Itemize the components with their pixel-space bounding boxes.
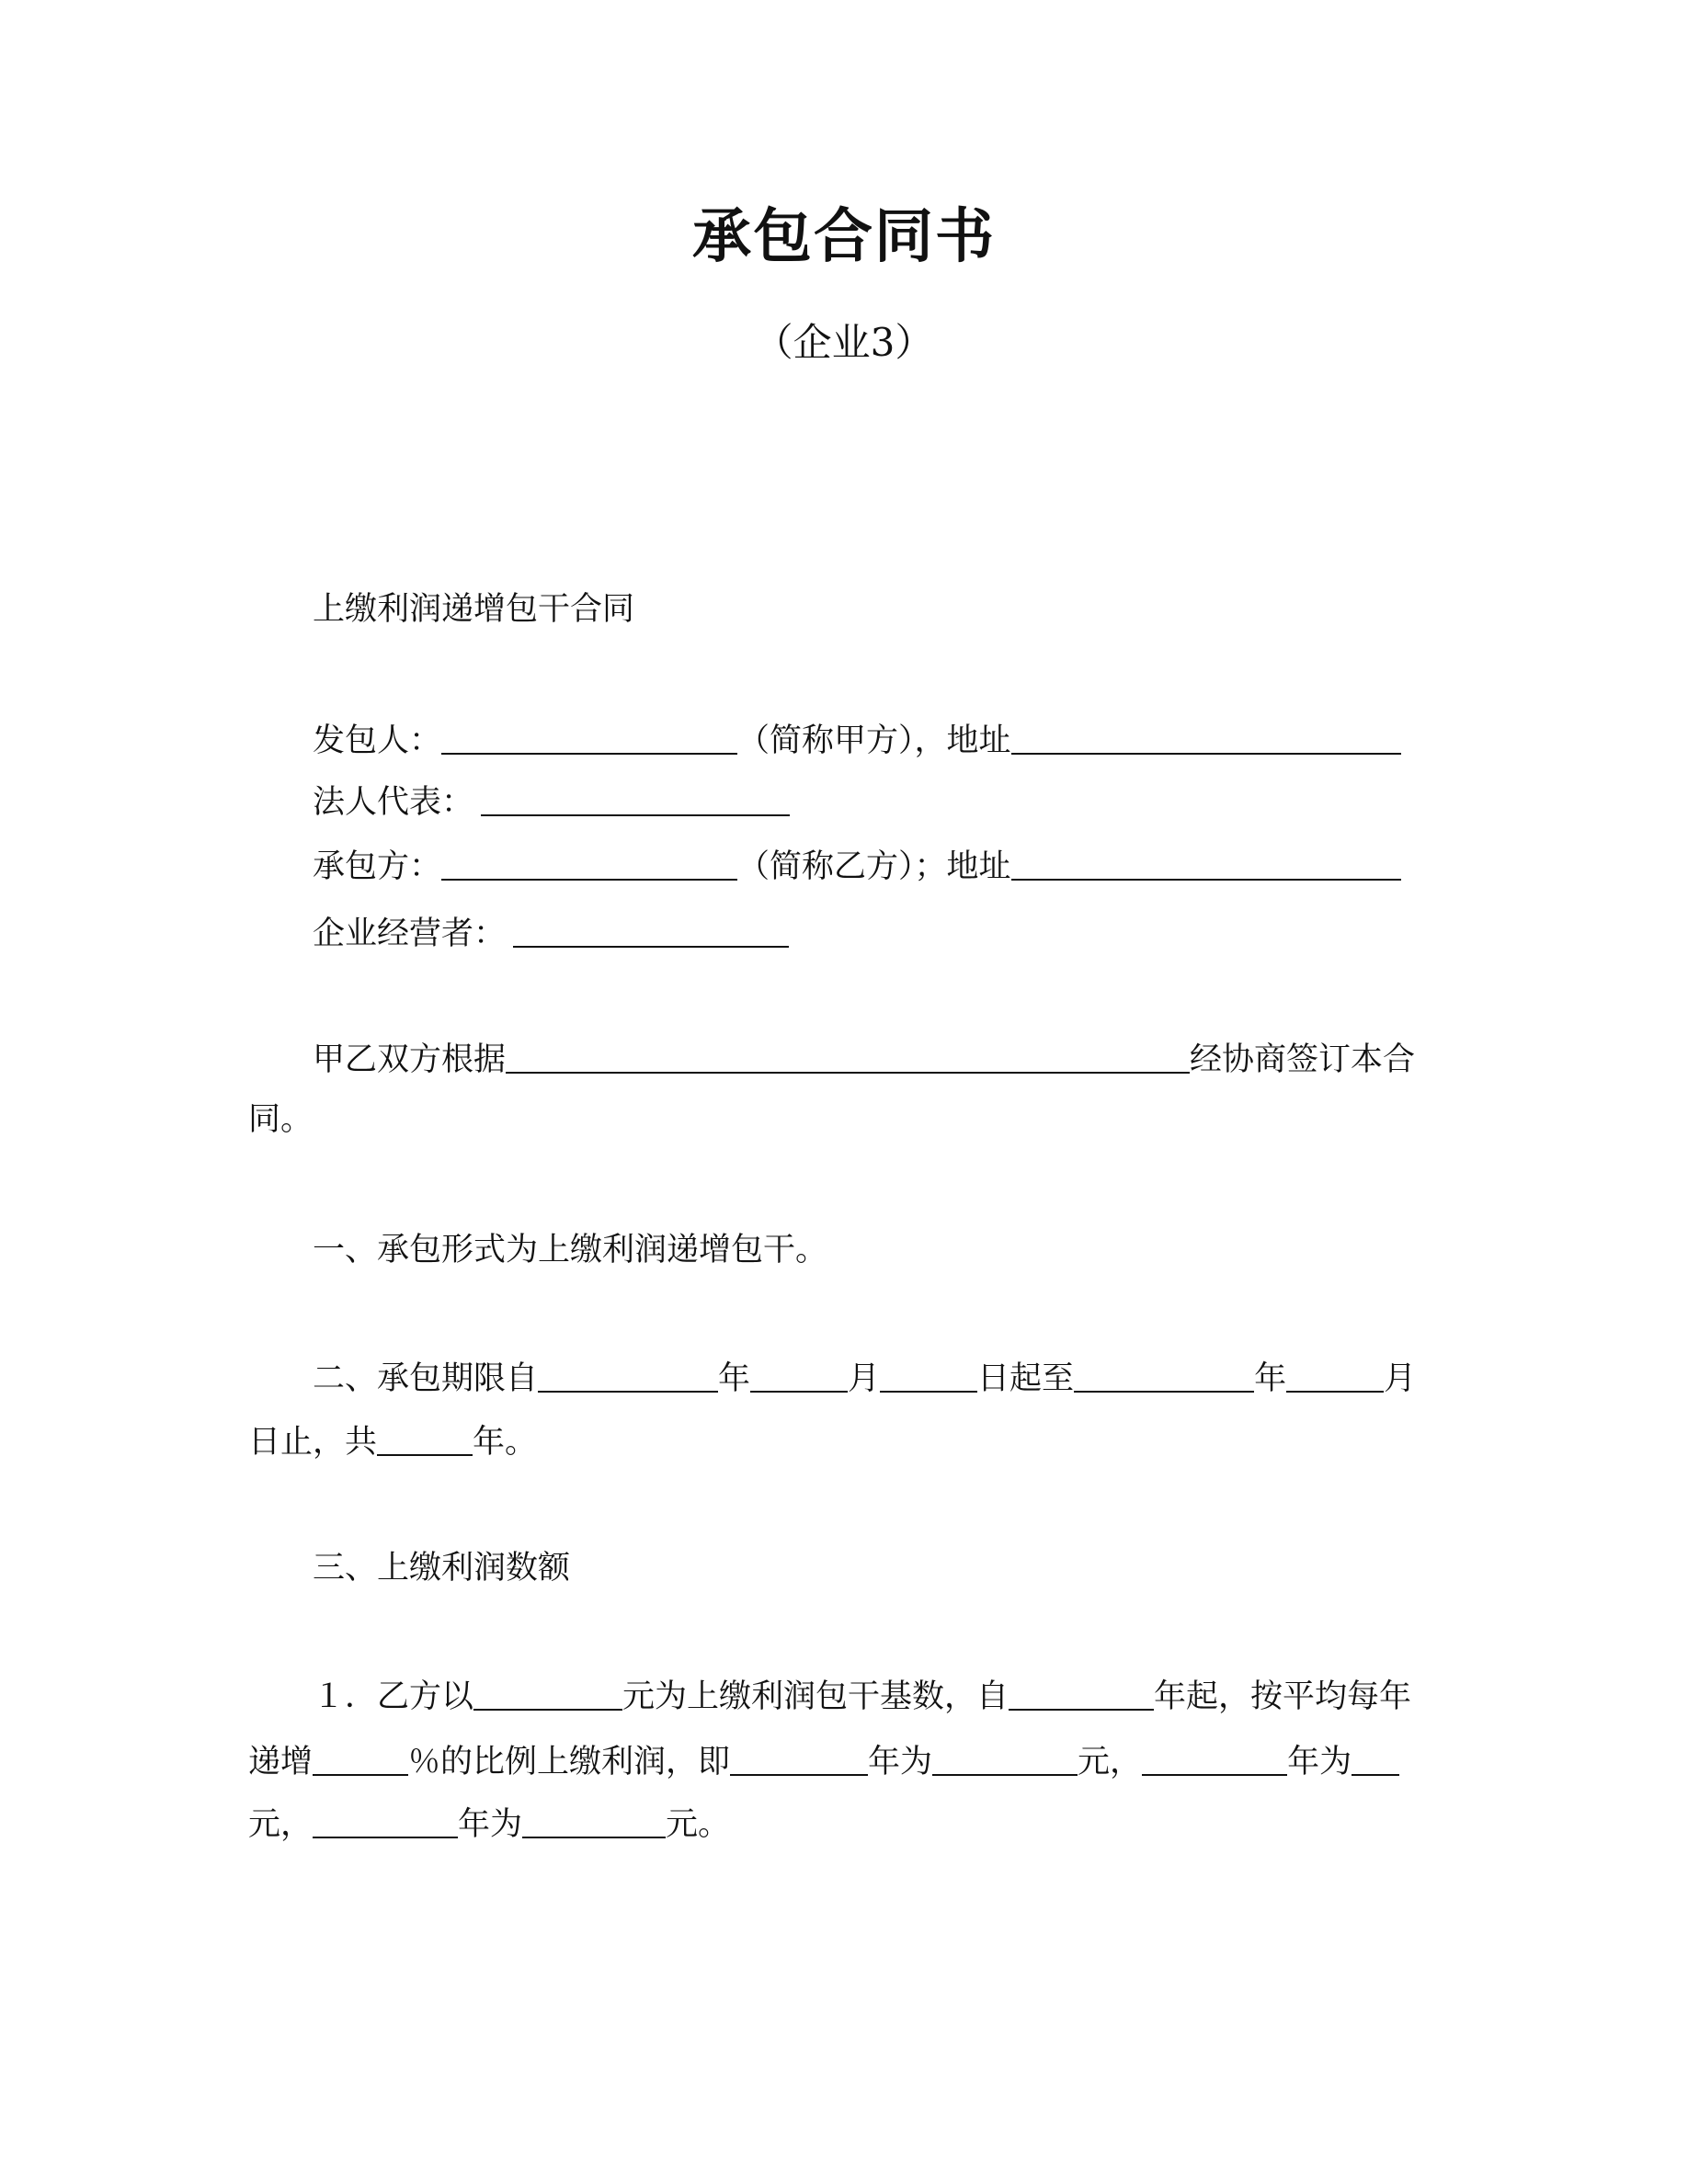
clause-3-1-start: １．乙方以 bbox=[313, 1678, 474, 1715]
yuan-2-label: 元， bbox=[248, 1806, 314, 1843]
legal-rep-line bbox=[313, 778, 790, 822]
employer-line bbox=[313, 716, 1425, 760]
start-year-field[interactable] bbox=[538, 1358, 718, 1393]
end-year-field[interactable] bbox=[1074, 1358, 1254, 1393]
day-to-label: 日起至 bbox=[977, 1360, 1075, 1397]
contractor-name-field[interactable] bbox=[441, 846, 737, 881]
document-subtitle: （企业3） bbox=[754, 320, 934, 365]
employer-address-field[interactable] bbox=[1011, 720, 1401, 755]
contractor-abbr-text: （简称乙方）；地址 bbox=[737, 848, 1011, 885]
clause-3-1-line2 bbox=[248, 1737, 1399, 1781]
start-month-field[interactable] bbox=[750, 1358, 848, 1393]
amount-2-field[interactable] bbox=[1352, 1741, 1399, 1776]
preamble-basis-field[interactable] bbox=[506, 1039, 1190, 1074]
rate-field[interactable] bbox=[313, 1741, 408, 1776]
year-3-field[interactable] bbox=[313, 1803, 458, 1838]
month-label: 月 bbox=[848, 1360, 881, 1397]
document-title: 承包合同书 bbox=[692, 203, 996, 271]
yuan-3-label: 元。 bbox=[666, 1806, 731, 1843]
year-2-label: 年为 bbox=[1287, 1744, 1352, 1780]
month-label-2: 月 bbox=[1384, 1360, 1417, 1397]
contractor-address-field[interactable] bbox=[1011, 846, 1401, 881]
contract-heading: 上缴利润递增包干合同 bbox=[313, 591, 635, 628]
operator-label: 企业经营者： bbox=[313, 916, 507, 952]
preamble-line bbox=[313, 1035, 1415, 1079]
clause-3: 三、上缴利润数额 bbox=[313, 1550, 571, 1587]
increase-label: 递增 bbox=[248, 1744, 314, 1780]
year-1-label: 年为 bbox=[868, 1744, 933, 1780]
employer-name-field[interactable] bbox=[441, 720, 737, 755]
year-1-field[interactable] bbox=[730, 1741, 868, 1776]
clause-2-wrap bbox=[248, 1417, 537, 1462]
year-2-field[interactable] bbox=[1142, 1741, 1287, 1776]
contractor-line bbox=[313, 842, 1425, 886]
preamble-start: 甲乙双方根据 bbox=[313, 1041, 507, 1078]
contractor-label: 承包方： bbox=[313, 848, 442, 885]
end-day-label: 日止，共 bbox=[248, 1424, 378, 1461]
clause-3-1-line1 bbox=[313, 1672, 1411, 1716]
base-amount-field[interactable] bbox=[473, 1676, 622, 1711]
amount-3-field[interactable] bbox=[522, 1803, 666, 1838]
start-day-field[interactable] bbox=[880, 1358, 977, 1393]
preamble-end: 经协商签订本合 bbox=[1190, 1041, 1416, 1078]
clause-1: 一、承包形式为上缴利润递增包干。 bbox=[313, 1232, 828, 1268]
operator-field[interactable] bbox=[513, 913, 789, 948]
amount-1-field[interactable] bbox=[932, 1741, 1078, 1776]
years-label: 年。 bbox=[473, 1424, 538, 1461]
yuan-1-label: 元， bbox=[1078, 1744, 1143, 1780]
base-text: 元为上缴利润包干基数，自 bbox=[622, 1678, 1009, 1715]
end-month-field[interactable] bbox=[1286, 1358, 1384, 1393]
legal-rep-field[interactable] bbox=[481, 781, 790, 816]
year-label-2: 年 bbox=[1254, 1360, 1287, 1397]
total-years-field[interactable] bbox=[377, 1421, 473, 1456]
from-year-field[interactable] bbox=[1009, 1676, 1154, 1711]
clause-3-1-line3 bbox=[248, 1800, 730, 1844]
annual-text: 年起，按平均每年 bbox=[1154, 1678, 1412, 1715]
employer-abbr-text: （简称甲方），地址 bbox=[737, 722, 1011, 759]
year-3-label: 年为 bbox=[458, 1806, 523, 1843]
preamble-wrap: 同。 bbox=[248, 1101, 314, 1138]
year-label: 年 bbox=[718, 1360, 751, 1397]
legal-rep-label: 法人代表： bbox=[313, 784, 474, 821]
operator-line bbox=[313, 909, 789, 953]
rate-text: ％的比例上缴利润，即 bbox=[408, 1744, 731, 1780]
clause-2-text: 二、承包期限自 bbox=[313, 1360, 539, 1397]
employer-label: 发包人： bbox=[313, 722, 442, 759]
clause-2-line bbox=[313, 1354, 1416, 1398]
